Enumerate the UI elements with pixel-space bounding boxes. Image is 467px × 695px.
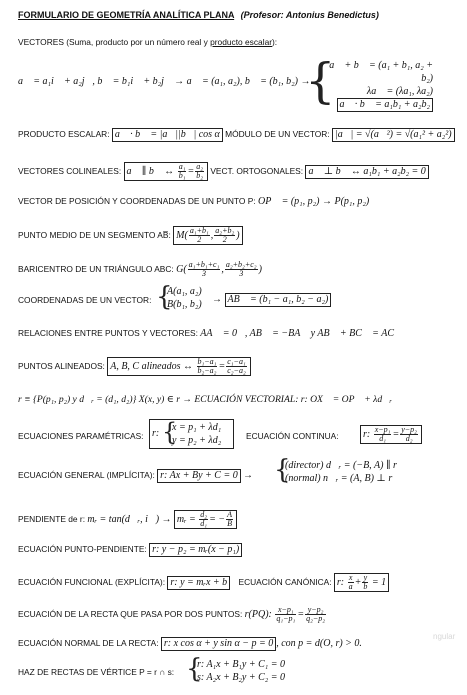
frac-num: a₁+b₁+c₁ xyxy=(188,260,220,269)
general-row xyxy=(18,469,253,483)
title-text: FORMULARIO DE GEOMETRÍA ANALÍTICA PLANA xyxy=(18,10,235,20)
vectores-label-end: ): xyxy=(272,37,278,47)
dos-puntos-pre: r(PQ): xyxy=(244,608,272,620)
watermark-text: ngular xyxy=(433,632,456,641)
funcional-label: ECUACIÓN FUNCIONAL (EXPLÍCITA): xyxy=(18,576,166,587)
relaciones-formula: AA⃗ = 0⃗, AB⃗ = −BA⃗ y AB⃗ + BC⃗ = AC⃗ xyxy=(200,328,402,339)
frac-den: q₁−p₁ xyxy=(276,614,296,623)
normal-post: , con p = d(O, r) > 0. xyxy=(276,638,362,649)
canonica-frac-2 xyxy=(362,574,368,591)
coordenadas-formula-row xyxy=(212,293,331,307)
frac-num: y xyxy=(363,573,368,582)
continua-frac-2 xyxy=(400,426,418,443)
dos-puntos-frac-2 xyxy=(305,606,326,623)
point-b: B(b₁, b₂) xyxy=(167,299,202,310)
funcional-formula: r: y = mᵣx + b xyxy=(167,576,230,590)
arrow-icon: → xyxy=(243,470,254,481)
parametricas-pre: r: xyxy=(152,428,160,439)
haz-eq-r: r: A₁x + B₁y + C₁ = 0 xyxy=(197,659,285,670)
frac-den: d₁ xyxy=(379,434,386,443)
recta-definicion: r ≡ {P(p₁, p₂) y d⃗ᵣ = (d₁, d₂)} X(x, y) ∈ r → ECUACIÓN VECTORIAL: r: OX⃗ = OP⃗ + λd⃗ᵣ xyxy=(18,394,392,405)
pendiente-box: mᵣ = $\frac{\text{d₂}}{\text{d₁}}$ = − $\frac{A}{B}$ xyxy=(174,510,237,529)
frac-num: a₂+b₂ xyxy=(215,226,235,235)
frac-den: b₂ xyxy=(196,171,203,180)
producto-escalar-link: producto escalar xyxy=(210,37,273,47)
param-eq-y: y = p₂ + λd₂ xyxy=(172,435,222,446)
modulo-label: MÓDULO DE UN VECTOR: xyxy=(225,129,330,139)
canonica-formula: r: $\frac{x}{a}$ + $\frac{y}{b}$ = 1 xyxy=(334,573,389,592)
pendiente-frac-2 xyxy=(226,511,233,528)
continua-pre: r: xyxy=(363,428,371,440)
alineados-frac-2 xyxy=(226,358,247,375)
ortogonales-formula: a⃗ ⊥ b⃗ ↔ a₁b₁ + a₂b₂ = 0 xyxy=(305,165,428,179)
coordenadas-points xyxy=(167,285,202,311)
normal-row xyxy=(18,637,362,651)
frac-num: a₁+b₁ xyxy=(189,226,209,235)
baricentro-pre: G xyxy=(176,263,184,275)
colineales-formula: a⃗ ∥ b⃗ ↔ $\frac{\text{a₁}}{\text{b₁}}$ = $\frac{\text{a₂}}{\text{b₂}}$ xyxy=(124,162,209,181)
punto-medio-formula: M( $\frac{\text{a₁+b₁}}{2}$ , $\frac{\text{a₂+b₂}}{2}$ ) xyxy=(173,226,242,245)
colineales-row xyxy=(18,162,429,181)
dos-puntos-label: ECUACIÓN DE LA RECTA QUE PASA POR DOS PUNTOS: xyxy=(18,608,243,619)
frac-den: b xyxy=(363,582,368,591)
arrow-icon: → xyxy=(212,294,222,305)
dos-puntos-formula: r(PQ): $\frac{\text{x−p₁}}{\text{q₁−p₁}}$ = $\frac{\text{y−p₂}}{\text{q₂−p₂}}$ xyxy=(244,605,326,623)
coordenadas-brace: { xyxy=(156,282,173,312)
canonica-post: = 1 xyxy=(371,576,387,588)
frac-num: x−p₁ xyxy=(374,425,391,434)
frac-num: c₁−a₁ xyxy=(227,357,246,366)
vector-producto-escalar: a⃗ · b⃗ = a₁b₁ + a₂b₂ xyxy=(337,98,433,112)
haz-brace: { xyxy=(186,654,203,684)
producto-escalar-label: PRODUCTO ESCALAR: xyxy=(18,129,110,139)
haz-eq-s: s: A₂x + B₂y + C₂ = 0 xyxy=(197,672,285,683)
frac-den: d₁ xyxy=(200,519,208,528)
continua-label: ECUACIÓN CONTINUA: xyxy=(246,431,339,441)
vectores-heading xyxy=(18,37,277,48)
alineados-pre: A, B, C alineados ↔ xyxy=(110,360,193,372)
punto-pendiente-formula: r: y − p₂ = mᵣ(x − p₁) xyxy=(149,543,242,557)
author-text: (Profesor: Antonius Benedictus) xyxy=(240,10,379,20)
vectores-definition: a⃗ = a₁i⃗ + a₂j⃗, b⃗ = b₁i⃗ + b₂j⃗ → a⃗ = (a₁, a₂), b⃗ = (b₁, b₂) → xyxy=(18,76,311,87)
frac-den: 2 xyxy=(222,235,227,244)
frac-den: d₂ xyxy=(405,434,413,443)
page-title xyxy=(18,10,379,20)
normal-vector: (normal) n⃗ᵣ = (A, B) ⊥ r xyxy=(285,473,393,484)
alineados-formula: A, B, C alineados ↔ $\frac{\text{b₁−a₁}}{\text{b₂−a₂}}$ = $\frac{\text{c₁−a₁}}{\text{c₂−a₂}}$ xyxy=(107,357,251,376)
punto-medio-pre: M xyxy=(176,229,185,241)
colineales-label: VECTORES COLINEALES: xyxy=(18,165,122,176)
continua-formula: r: $\frac{\text{x−p₁}}{\text{d₁}}$ = $\frac{\text{y−p₂}}{\text{d₂}}$ xyxy=(360,425,422,444)
parametricas-brace: { xyxy=(162,418,178,446)
frac-den: b₁ xyxy=(178,171,186,180)
frac-num: a₂+b₂+c₂ xyxy=(225,260,257,269)
director-vector: (director) d⃗ᵣ = (−B, A) ∥ r xyxy=(285,460,397,471)
baricentro-row xyxy=(18,261,262,278)
haz-eqs xyxy=(197,658,285,684)
canonica-frac-1 xyxy=(348,574,354,591)
haz-label: HAZ DE RECTAS DE VÉRTICE P = r ∩ s: xyxy=(18,667,175,677)
relaciones-row xyxy=(18,328,402,339)
punto-pendiente-row xyxy=(18,543,242,557)
producto-escalar-row xyxy=(18,128,455,142)
frac-num: x xyxy=(348,573,353,582)
canonica-label: ECUACIÓN CANÓNICA: xyxy=(238,576,332,587)
punto-medio-row xyxy=(18,226,243,245)
frac-num: a₂ xyxy=(196,162,203,171)
general-items xyxy=(285,459,397,485)
vector-suma: a⃗ + b⃗ = (a₁ + b₁, a₂ + b₂) xyxy=(329,60,433,84)
param-eq-x: x = p₁ + λd₁ xyxy=(172,422,222,433)
frac-num: y−p₂ xyxy=(401,425,417,434)
parametricas-label: ECUACIONES PARAMÉTRICAS: xyxy=(18,431,144,441)
punto-medio-label: PUNTO MEDIO DE UN SEGMENTO AB̅: xyxy=(18,229,171,240)
punto-pendiente-label: ECUACIÓN PUNTO-PENDIENTE: xyxy=(18,544,147,554)
pendiente-box-pre: mᵣ = xyxy=(176,513,196,525)
colineales-pre: a⃗ ∥ b⃗ ↔ xyxy=(126,165,175,177)
frac-den: c₂−a₂ xyxy=(227,366,246,375)
vectores-brace: { xyxy=(305,53,336,109)
pendiente-formula: mᵣ = tan(d⃗ᵣ, i⃗) → xyxy=(87,513,172,525)
parametricas-eqs xyxy=(172,421,221,447)
frac-num: b₁−a₁ xyxy=(197,357,217,366)
punto-medio-frac-2 xyxy=(214,227,235,244)
frac-den: q₂−p₂ xyxy=(306,614,326,623)
frac-den: 3 xyxy=(239,269,244,278)
dos-puntos-row xyxy=(18,606,327,623)
general-formula: r: Ax + By + C = 0 xyxy=(157,469,241,483)
alineados-frac-1 xyxy=(197,358,218,375)
frac-den: b₂−a₂ xyxy=(197,366,217,375)
modulo-formula: |a⃗| = √(a⃗²) = √(a₁² + a₂²) xyxy=(332,128,455,142)
punto-medio-frac-1 xyxy=(189,227,210,244)
vector-producto-real: λa⃗ = (λa₁, λa₂) xyxy=(366,86,433,97)
producto-escalar-formula: a⃗ · b⃗ = |a⃗||b⃗| cos α xyxy=(112,128,223,142)
frac-den: 2 xyxy=(197,235,202,244)
dos-puntos-frac-1 xyxy=(275,606,296,623)
funcional-row xyxy=(18,573,389,592)
ortogonales-label: VECT. ORTOGONALES: xyxy=(210,165,304,176)
pendiente-row xyxy=(18,510,237,529)
baricentro-frac-2 xyxy=(225,261,258,278)
general-label: ECUACIÓN GENERAL (IMPLÍCITA): xyxy=(18,470,155,480)
general-brace: { xyxy=(274,455,291,485)
coordenadas-formula: AB⃗ = (b₁ − a₁, b₂ − a₂) xyxy=(225,293,332,307)
normal-formula: r: x cos α + y sin α − p = 0 xyxy=(161,637,276,651)
frac-den: B xyxy=(227,519,232,528)
alineados-row xyxy=(18,357,251,376)
normal-label: ECUACIÓN NORMAL DE LA RECTA: xyxy=(18,638,159,648)
continua-row xyxy=(360,425,422,444)
canonica-pre: r: xyxy=(336,576,345,588)
pendiente-label: PENDIENTE de r: xyxy=(18,513,86,524)
frac-den: a xyxy=(348,582,353,591)
colineales-frac-1 xyxy=(178,163,187,180)
vectores-label: VECTORES (Suma, producto por un número real y xyxy=(18,37,211,47)
posicion-row xyxy=(18,196,369,207)
baricentro-label: BARICENTRO DE UN TRIÁNGULO ABC: xyxy=(18,263,174,274)
frac-num: x−p₁ xyxy=(275,606,296,615)
posicion-formula: OP⃗ = (p₁, p₂) → P(p₁, p₂) xyxy=(257,196,370,207)
baricentro-formula: G( $\frac{\text{a₁+b₁+c₁}}{3}$ , $\frac{\text{a₂+b₂+c₂}}{3}$ ) xyxy=(176,260,262,278)
baricentro-frac-1 xyxy=(188,261,221,278)
frac-num: y−p₂ xyxy=(305,606,326,615)
vectores-ops xyxy=(321,59,433,112)
posicion-label: VECTOR DE POSICIÓN Y COORDENADAS DE UN PUNTO P: xyxy=(18,196,256,206)
continua-frac-1 xyxy=(374,426,392,443)
frac-num: A xyxy=(227,510,232,519)
point-a: A(a₁, a₂) xyxy=(167,286,202,297)
frac-num: d₂ xyxy=(200,510,208,519)
frac-den: 3 xyxy=(202,269,206,278)
parametricas-box xyxy=(149,419,234,449)
alineados-label: PUNTOS ALINEADOS: xyxy=(18,360,105,371)
coordenadas-label: COORDENADAS DE UN VECTOR: xyxy=(18,295,152,305)
frac-num: a₁ xyxy=(178,162,186,171)
colineales-frac-2 xyxy=(195,163,204,180)
relaciones-label: RELACIONES ENTRE PUNTOS Y VECTORES: xyxy=(18,328,198,338)
pendiente-frac-1 xyxy=(199,511,208,528)
